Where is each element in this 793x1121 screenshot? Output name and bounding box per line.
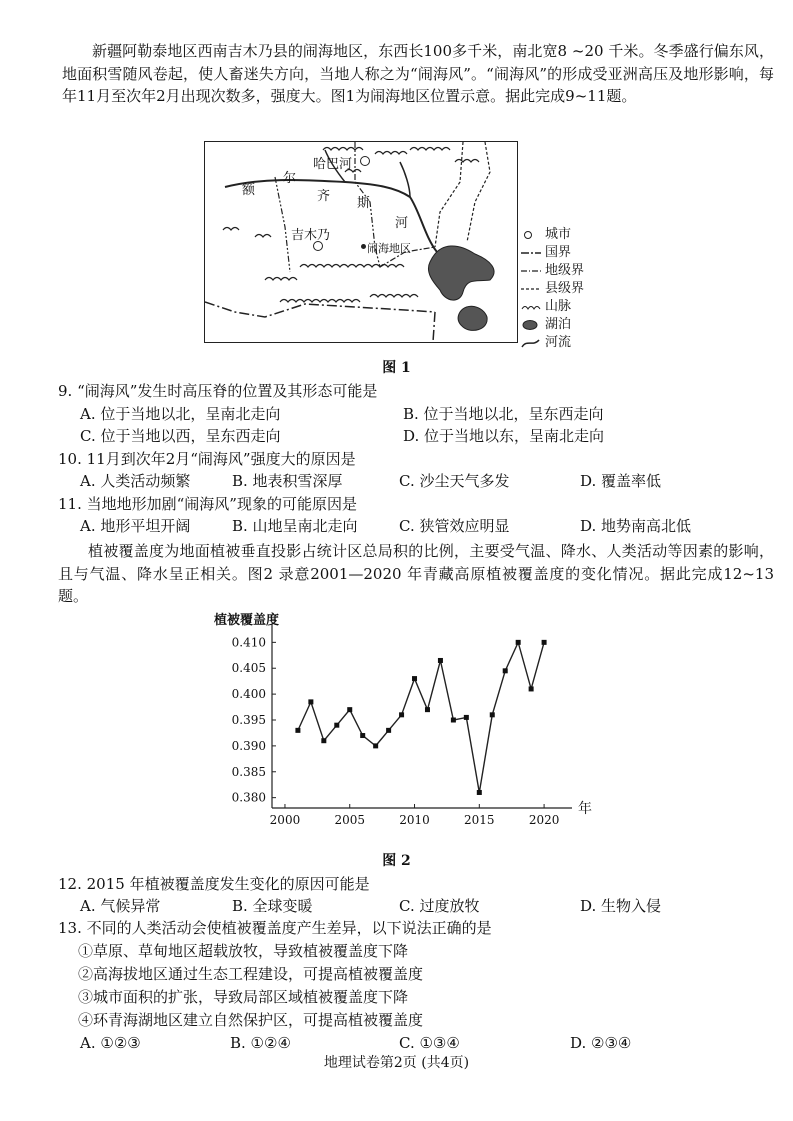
- page-footer: 地理试卷第2页 (共4页): [323, 1055, 470, 1071]
- data-point: [516, 640, 521, 645]
- series-line: [298, 642, 544, 792]
- legend-county-border: 县级界: [545, 281, 585, 296]
- data-point: [529, 686, 534, 691]
- data-point: [464, 715, 469, 720]
- data-point: [399, 712, 404, 717]
- x-tick-label: 2020: [528, 813, 560, 827]
- q13-option-d[interactable]: D. ②③④: [570, 1034, 632, 1052]
- q10-option-d[interactable]: D. 覆盖率低: [580, 472, 662, 490]
- q10-option-c[interactable]: C. 沙尘天气多发: [399, 472, 510, 490]
- map-label-jimunai: 吉木乃: [291, 228, 331, 243]
- data-point: [490, 712, 495, 717]
- data-point: [373, 743, 378, 748]
- y-tick-label: 0.405: [231, 661, 266, 676]
- q13-option-a[interactable]: A. ①②③: [80, 1034, 141, 1052]
- legend-mountain: 山脉: [521, 298, 584, 316]
- map-legend: [521, 226, 584, 352]
- q10-stem: 10. 11月到次年2月“闹海风”强度大的原因是: [58, 450, 356, 468]
- map-label-naohai: 闹海地区: [367, 242, 411, 255]
- y-tick-label: 0.380: [231, 790, 266, 805]
- q13-statement-1: ①草原、草甸地区超载放牧，导致植被覆盖度下降: [78, 942, 409, 960]
- q9-option-a[interactable]: A. 位于当地以北，呈南北走向: [80, 405, 281, 423]
- legend-national-border: 国界: [545, 245, 572, 260]
- city-marker-jimunai: [313, 241, 323, 251]
- q12-stem: 12. 2015 年植被覆盖度发生变化的原因可能是: [58, 875, 370, 893]
- x-tick-label: 2005: [334, 813, 366, 827]
- passage-1: 新疆阿勒泰地区西南吉木乃县的闹海地区，东西长100多千米，南北宽8 ~20 千米。冬季盛行偏东风，地面积雪随风卷起，使人畜迷失方向，当地人称之为“闹海风”。“闹海风”的形成受亚洲高压及地形影响，每年11月至次年2月出现次数多，强度大。图1为闹海地区位置示意。据此完成9~11题。: [62, 42, 774, 105]
- data-point: [412, 676, 417, 681]
- data-point: [295, 728, 300, 733]
- q11-option-a[interactable]: A. 地形平坦开阔: [80, 517, 191, 535]
- y-tick-label: 0.385: [231, 764, 266, 779]
- map-marker-naohai: [361, 244, 366, 249]
- q11-stem: 11. 当地地形加剧“闹海风”现象的可能原因是: [58, 495, 357, 513]
- legend-lake: 湖泊: [521, 316, 584, 334]
- legend-prefecture-border: 地级界: [545, 263, 585, 278]
- y-tick-label: 0.390: [231, 738, 266, 753]
- q11-option-c[interactable]: C. 狭管效应明显: [399, 517, 510, 535]
- q11-option-b[interactable]: B. 山地呈南北走向: [232, 517, 358, 535]
- map-label-habahe: 哈巴河: [313, 157, 353, 172]
- map-label-e: 额: [242, 183, 256, 198]
- q13-stem: 13. 不同的人类活动会使植被覆盖度产生差异，以下说法正确的是: [58, 919, 492, 937]
- data-point: [503, 668, 508, 673]
- y-tick-label: 0.395: [231, 713, 266, 727]
- q13-option-b[interactable]: B. ①②④: [230, 1034, 291, 1052]
- data-point: [386, 728, 391, 733]
- data-point: [360, 733, 365, 738]
- data-point: [477, 790, 482, 795]
- x-tick-label: 2000: [269, 813, 301, 827]
- legend-river: 河流: [521, 334, 584, 352]
- q12-option-d[interactable]: D. 生物入侵: [580, 897, 662, 915]
- q9-option-b[interactable]: B. 位于当地以北，呈东西走向: [403, 405, 604, 423]
- q13-statement-3: ③城市面积的扩张，导致局部区域植被覆盖度下降: [78, 988, 409, 1006]
- q9-option-d[interactable]: D. 位于当地以东，呈南北走向: [403, 427, 605, 445]
- q12-option-a[interactable]: A. 气候异常: [80, 897, 161, 915]
- q13-option-c[interactable]: C. ①③④: [399, 1034, 460, 1052]
- q9-option-c[interactable]: C. 位于当地以西，呈东西走向: [80, 427, 281, 445]
- map-label-qi: 齐: [317, 189, 331, 204]
- data-point: [334, 723, 339, 728]
- q10-option-b[interactable]: B. 地表积雪深厚: [232, 472, 343, 490]
- q12-option-c[interactable]: C. 过度放牧: [399, 897, 480, 915]
- figure-2-chart: [210, 612, 600, 842]
- figure-2-caption: 图 2: [382, 853, 411, 869]
- q12-option-b[interactable]: B. 全球变暖: [232, 897, 313, 915]
- passage-2: 植被覆盖度为地面植被垂直投影占统计区总局积的比例，主要受气温、降水、人类活动等因素的影响，且与气温、降水呈正相关。图2 录意2001—2020 年青藏高原植被覆盖度的变化情况。据此完成12~13 题。: [58, 542, 774, 605]
- q11-option-d[interactable]: D. 地势南高北低: [580, 517, 692, 535]
- q13-statement-2: ②高海拔地区通过生态工程建设，可提高植被覆盖度: [78, 965, 424, 983]
- data-point: [425, 707, 430, 712]
- data-point: [451, 718, 456, 723]
- q10-option-a[interactable]: A. 人类活动频繁: [80, 472, 191, 490]
- data-point: [308, 699, 313, 704]
- y-axis-label: 植被覆盖度: [214, 613, 280, 628]
- map-label-he: 河: [395, 216, 409, 231]
- data-point: [321, 738, 326, 743]
- data-point: [542, 640, 547, 645]
- y-tick-label: 0.400: [231, 687, 266, 702]
- x-axis-label: 年: [578, 801, 592, 817]
- y-tick-label: 0.410: [231, 635, 266, 650]
- data-point: [347, 707, 352, 712]
- x-tick-label: 2015: [464, 813, 495, 827]
- figure-1-map: [204, 141, 518, 343]
- map-label-si: 斯: [357, 196, 371, 211]
- legend-city: 城市: [521, 226, 584, 244]
- chart-svg: [210, 612, 600, 842]
- q13-statement-4: ④环青海湖地区建立自然保护区，可提高植被覆盖度: [78, 1011, 424, 1029]
- map-label-er: 尔: [283, 171, 297, 186]
- x-tick-label: 2010: [399, 813, 430, 827]
- figure-1-caption: 图 1: [382, 360, 411, 376]
- data-point: [438, 658, 443, 663]
- city-marker-habahe: [360, 156, 370, 166]
- q9-stem: 9. “闹海风”发生时高压脊的位置及其形态可能是: [58, 382, 378, 400]
